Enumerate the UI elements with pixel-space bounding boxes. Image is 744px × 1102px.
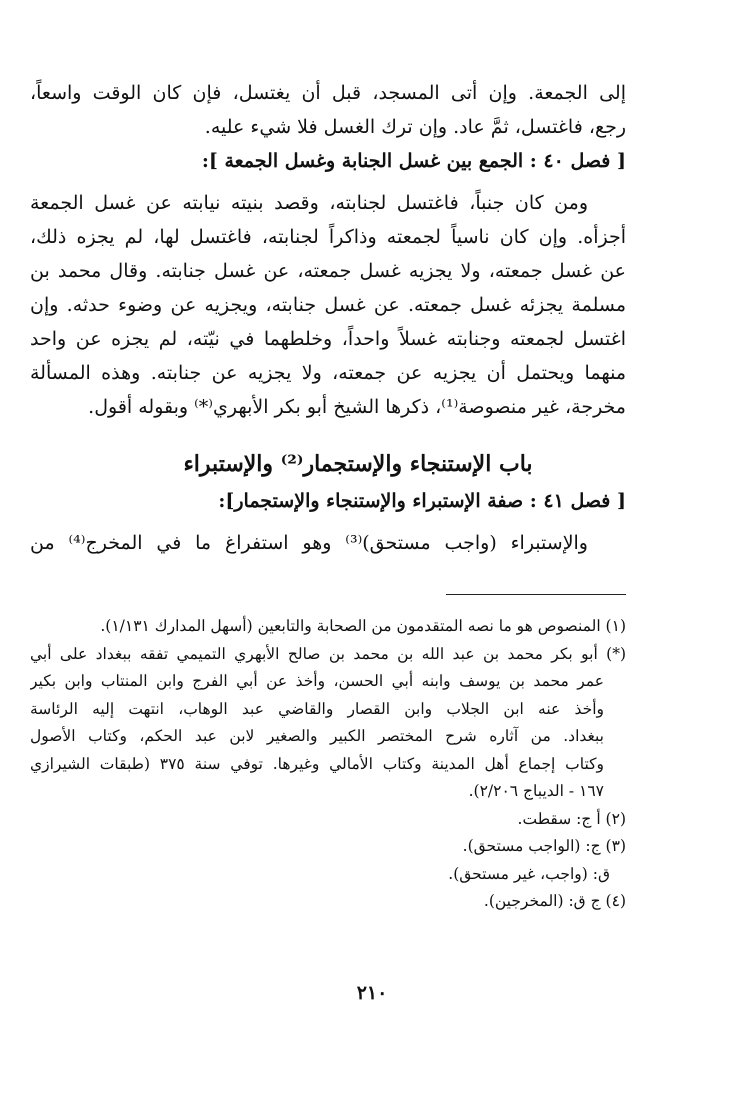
section-heading-fasl-41: [ فصل ٤١ : صفة الإستبراء والإستنجاء والإستجمار]:: [218, 490, 626, 512]
paragraph-1: [30, 76, 626, 144]
footnote-star-line: (*) أبو بكر محمد بن عبد الله بن محمد بن صالح الأبهري التميمي تفقه ببغداد على أبي: [30, 644, 626, 663]
footnotes: [30, 613, 626, 916]
text-line: مخرجة، غير منصوصة⁽¹⁾، ذكرها الشيخ أبو بكر الأبهري⁽*⁾ وبقوله أقول.: [88, 396, 626, 418]
text-line: والإستبراء (واجب مستحق)⁽³⁾ وهو استفراغ ما في المخرج⁽⁴⁾ من: [30, 532, 588, 554]
footnote-star-line: عمر محمد بن يوسف وابنه أبي الحسن، وأخذ عن أبي الفرج وابن المنتاب وابن بكير: [30, 672, 604, 690]
footnote-star-line: وكتاب إجماع أهل المدينة وكتاب الأمالي وغيرها. توفي سنة ٣٧٥ (طبقات الشيرازي: [30, 754, 604, 773]
text-line: مسلمة يجزئه غسل جمعته. عن غسل جنابته، ويجزيه عن وضوء حدثه. وإن: [30, 294, 626, 316]
heading-spacer: [30, 178, 626, 186]
footnote-star-line: ببغداد. من آثاره شرح المختصر الكبير والصغير لابن عبد الحكم، وكتاب الأصول: [30, 727, 604, 745]
paragraph-2: [30, 186, 626, 424]
footnote-star-line: ١٦٧ - الديباج ٢/٢٠٦).: [468, 782, 604, 800]
text-line: عن غسل جمعته، ولا يجزيه غسل جمعته، عن غسل جنابته. وقال محمد بن: [30, 260, 626, 282]
footnote-4: (٤) ج ق: (المخرجين).: [483, 892, 626, 910]
text-line: ومن كان جنباً، فاغتسل لجنابته، وقصد بنيته نيابته عن غسل الجمعة: [30, 192, 588, 214]
footnote-separator: [446, 594, 626, 595]
text-line: إلى الجمعة. وإن أتى المسجد، قبل أن يغتسل، فإن كان الوقت واسعاً،: [30, 82, 626, 104]
section-heading-fasl-40: [ فصل ٤٠ : الجمع بين غسل الجنابة وغسل الجمعة ]:: [201, 150, 626, 172]
text-line: أجزأه. وإن كان ناسياً لجمعته وذاكراً لجنابته، فاغتسل لها، لم يجزه ذلك،: [30, 226, 626, 248]
footnote-2: (٢) أ ج: سقطت.: [517, 809, 626, 828]
text-line: منهما ويحتمل أن يجزيه عن جمعته، ولا يجزيه عن جنابته. وهذه المسألة: [30, 362, 626, 384]
page-number: ٢١٠: [356, 982, 388, 1004]
footnote-3: (٣) ج: (الواجب مستحق).: [462, 837, 626, 855]
footnote-3-variant: ق: (واجب، غير مستحق).: [448, 864, 610, 883]
chapter-title-bab: باب الإستنجاء والإستجمار⁽²⁾ والإستبراء: [183, 451, 533, 477]
footnote-1: (١) المنصوص هو ما نصه المتقدمون من الصحابة والتابعين (أسهل المدارك ١/١٣١).: [100, 617, 626, 635]
text-line: اغتسل لجمعته وجنابته غسلاً واحداً، وخلطهما في نيّته، لم يجزه عن واحد: [30, 328, 626, 350]
paragraph-3: [30, 526, 626, 560]
footnote-star-line: وأخذ عنه ابن الجلاب وابن القصار والقاضي عبد الوهاب، انتهت إليه الرئاسة: [30, 699, 604, 718]
text-line: رجع، فاغتسل، ثمَّ عاد. وإن ترك الغسل فلا شيء عليه.: [204, 116, 626, 138]
heading-spacer: [30, 518, 626, 526]
